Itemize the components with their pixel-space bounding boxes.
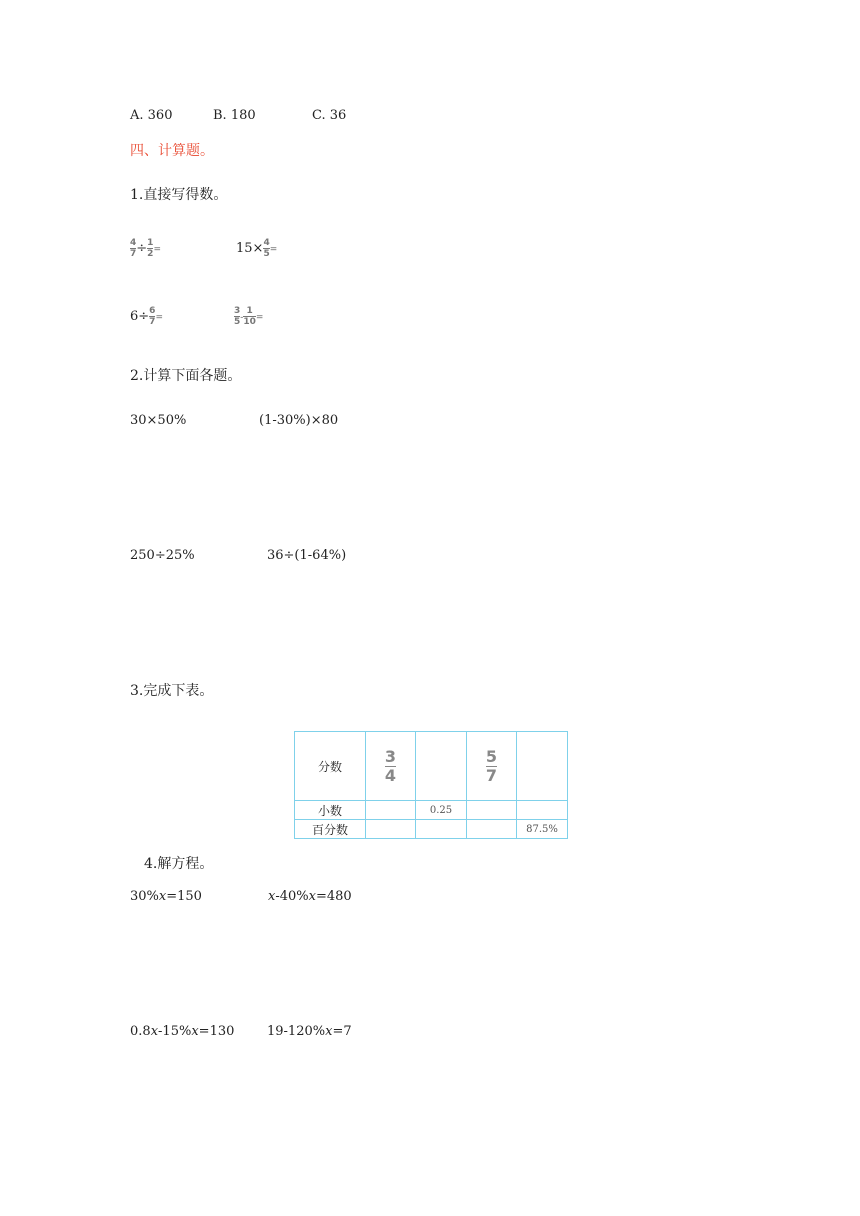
q4-item-1: 30%x=150 <box>130 889 202 904</box>
q2-title: 计算下面各题。 <box>143 368 242 384</box>
row-label-decimal: 小数 <box>295 801 366 820</box>
q1-item-4: $\frac{3}{5}$ - $\frac{1}{10}$ = <box>234 306 264 327</box>
percent-cell[interactable] <box>416 820 467 839</box>
percent-cell[interactable] <box>467 820 517 839</box>
decimal-cell[interactable] <box>517 801 568 820</box>
q3-heading <box>130 684 213 698</box>
q1-item-2: 15× $\frac{4}{5}$ = <box>236 238 278 259</box>
fraction-cell[interactable] <box>416 732 467 801</box>
q1-item-3: 6÷ $\frac{6}{7}$ = <box>130 306 163 327</box>
q2-item-4: 36÷(1-64%) <box>267 548 347 563</box>
choice-a: A. 360 <box>130 108 173 123</box>
fraction: $\frac{5}{7}$ <box>485 746 498 785</box>
choice-b: B. 180 <box>213 108 256 123</box>
fraction: $\frac{6}{7}$ <box>149 306 156 327</box>
choice-c: C. 36 <box>312 108 347 123</box>
q3-title: 完成下表。 <box>143 683 214 699</box>
decimal-cell[interactable] <box>467 801 517 820</box>
q3-number: 3. <box>130 683 144 699</box>
q4-title: 解方程。 <box>157 856 214 872</box>
q1-item-1: $\frac{4}{7}$ ÷ $\frac{1}{2}$ = <box>130 238 161 259</box>
row-label-fraction: 分数 <box>295 732 366 801</box>
q1-number: 1. <box>130 187 144 203</box>
q2-number: 2. <box>130 368 144 384</box>
fraction-cell[interactable] <box>467 732 517 801</box>
q4-number: 4. <box>144 856 158 872</box>
fraction: $\frac{4}{7}$ <box>130 238 137 259</box>
fraction: $\frac{4}{5}$ <box>263 238 270 259</box>
q2-heading <box>130 369 241 383</box>
q4-heading <box>144 857 213 871</box>
q2-item-3: 250÷25% <box>130 548 195 563</box>
q2-item-2: (1-30%)×80 <box>259 413 339 428</box>
section-title: 四、计算题。 <box>130 143 214 159</box>
q1-title: 直接写得数。 <box>143 187 228 203</box>
fraction: $\frac{1}{10}$ <box>243 306 256 327</box>
percent-cell[interactable]: 87.5% <box>517 820 568 839</box>
q2-item-1: 30×50% <box>130 413 187 428</box>
decimal-cell[interactable] <box>366 801 416 820</box>
fraction: $\frac{3}{4}$ <box>384 746 397 785</box>
q4-item-3: 0.8x-15%x=130 <box>130 1024 235 1039</box>
fraction-cell[interactable] <box>517 732 568 801</box>
fraction-cell[interactable] <box>366 732 416 801</box>
q4-item-2: x-40%x=480 <box>268 889 352 904</box>
q4-item-4: 19-120%x=7 <box>267 1024 352 1039</box>
percent-cell[interactable] <box>366 820 416 839</box>
row-label-percent: 百分数 <box>295 820 366 839</box>
conversion-table <box>294 731 568 839</box>
fraction: $\frac{1}{2}$ <box>147 238 154 259</box>
q1-heading <box>130 188 227 202</box>
decimal-cell[interactable]: 0.25 <box>416 801 467 820</box>
fraction: $\frac{3}{5}$ <box>234 306 241 327</box>
